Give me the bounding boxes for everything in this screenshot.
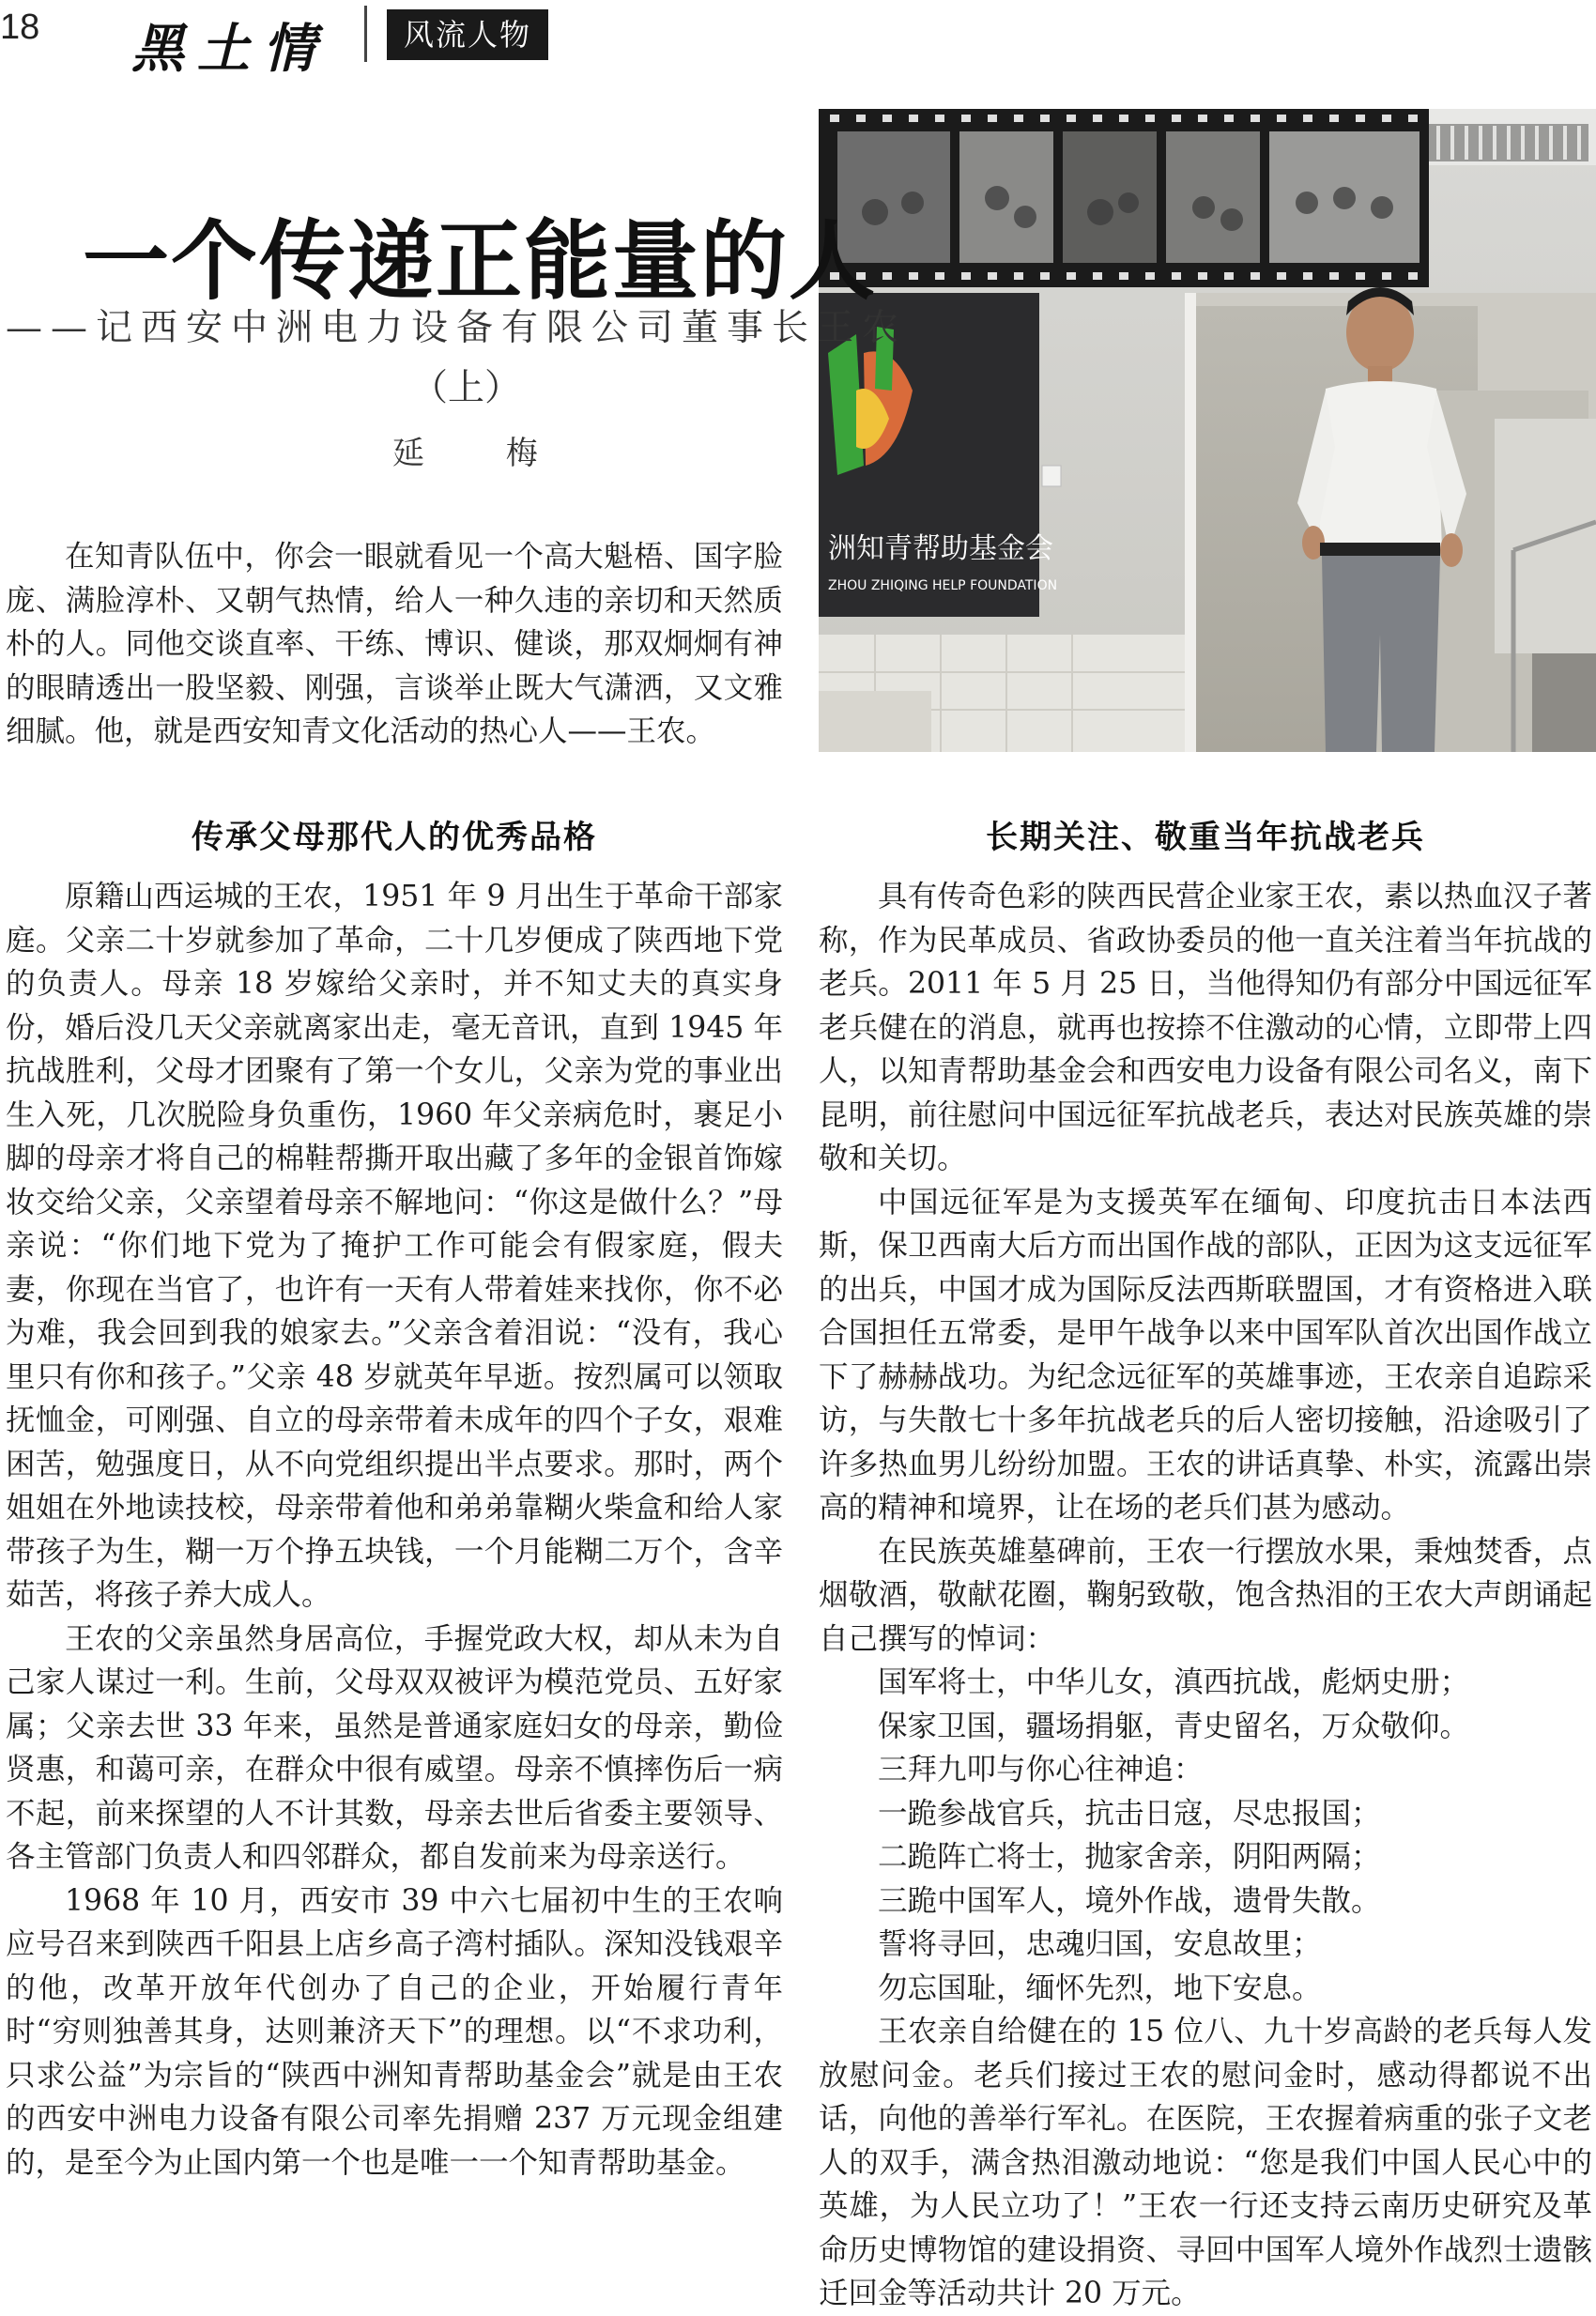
poem-line-4: 一跪参战官兵，抗击日寇，尽忠报国； bbox=[878, 1796, 1381, 1831]
left-column bbox=[6, 875, 783, 2185]
article-part: （上） bbox=[411, 367, 522, 409]
page-number: 18 bbox=[0, 8, 40, 47]
sign-text: 洲知青帮助基金会 bbox=[828, 532, 1053, 565]
right-paragraph-3: 在民族英雄墓碑前，王农一行摆放水果，秉烛焚香，点烟敬酒，敬献花圈，鞠躬致敬，饱含热泪的王农大声朗诵起自己撰写的悼词： bbox=[819, 1534, 1592, 1656]
right-closing-paragraph: 王农亲自给健在的 15 位八、九十岁高龄的老兵每人发放慰问金。老兵们接过王农的慰问金时，感动得都说不出话，向他的善举行军礼。在医院，王农握着病重的张子文老人的双手，满含热泪激动地说：“您是我们中国人民心中的英雄，为人民立功了！”王农一行还支持云南历史研究及革命历史博物馆的建设捐资、寻回中国军人境外作战烈士遗骸迁回金等活动共计 20 万元。 bbox=[819, 2015, 1592, 2310]
poem-line-8: 勿忘国耻，缅怀先烈，地下安息。 bbox=[878, 1971, 1322, 2005]
intro-paragraph: 在知青队伍中，你会一眼就看见一个高大魁梧、国字脸庞、满脸淳朴、又朝气热情，给人一种久违的亲切和天然质朴的人。同他交谈直率、干练、博识、健谈，那双炯炯有神的眼睛透出一股坚毅、刚强，言谈举止既大气潇洒，又文雅细腻。他，就是西安知青文化活动的热心人——王农。 bbox=[6, 540, 783, 748]
magazine-title: 黑土情 bbox=[131, 18, 329, 80]
article-photo bbox=[819, 109, 1596, 752]
left-paragraph-3: 1968 年 10 月，西安市 39 中六七届初中生的王农响应号召来到陕西千阳县上店乡高子湾村插队。深知没钱艰辛的他，改革开放年代创办了自己的企业，开始履行青年时“穷则独善其身，达则兼济天下”的理想。以“不求功利，只求公益”为宗旨的“陕西中洲知青帮助基金会”就是由王农的西安中洲电力设备有限公司率先捐赠 237 万元现金组建的，是至今为止国内第一个也是唯一一个知青帮助基金。 bbox=[6, 1883, 783, 2180]
sign-subtext: ZHOU ZHIQING HELP FOUNDATION bbox=[828, 578, 1058, 593]
article-intro bbox=[6, 535, 783, 754]
poem-line-5: 二跪阵亡将士，抛家舍亲，阴阳两隔； bbox=[878, 1840, 1381, 1874]
header-divider bbox=[364, 6, 367, 62]
poem-line-6: 三跪中国军人，境外作战，遗骨失散。 bbox=[878, 1883, 1381, 1918]
article-subtitle: ——记西安中洲电力设备有限公司董事长王农 bbox=[6, 307, 908, 349]
left-paragraph-2: 王农的父亲虽然身居高位，手握党政大权，却从未为自己家人谋过一利。生前，父母双双被评为模范党员、五好家属；父亲去世 33 年来，虽然是普通家庭妇女的母亲，勤俭贤惠，和蔼可亲，在群众中很有威望。母亲不慎摔伤后一病不起，前来探望的人不计其数，母亲去世后省委主要领导、各主管部门负责人和四邻群众，都自发前来为母亲送行。 bbox=[6, 1621, 783, 1874]
poem-line-2: 保家卫国，疆场捐躯，青史留名，万众敬仰。 bbox=[878, 1709, 1470, 1743]
right-paragraph-1: 具有传奇色彩的陕西民营企业家王农，素以热血汉子著称，作为民革成员、省政协委员的他一直关注着当年抗战的老兵。2011 年 5 月 25 日，当他得知仍有部分中国远征军老兵健在的消息，就再也按捺不住激动的心情，立即带上四人，以知青帮助基金会和西安电力设备有限公司名义，南下昆明，前往慰问中国远征军抗战老兵，表达对民族英雄的崇敬和关切。 bbox=[819, 880, 1592, 1175]
poem-line-7: 誓将寻回，忠魂归国，安息故里； bbox=[878, 1927, 1322, 1961]
section-tag: 风流人物 bbox=[387, 9, 548, 60]
right-section-heading: 长期关注、敬重当年抗战老兵 bbox=[986, 819, 1425, 856]
right-column bbox=[819, 875, 1592, 2316]
poem-line-1: 国军将士，中华儿女，滇西抗战，彪炳史册； bbox=[878, 1665, 1470, 1699]
article-author: 延 梅 bbox=[392, 435, 574, 472]
poem-line-3: 三拜九叩与你心往神追： bbox=[878, 1753, 1204, 1787]
left-paragraph-1: 原籍山西运城的王农，1951 年 9 月出生于革命干部家庭。父亲二十岁就参加了革命，二十几岁便成了陕西地下党的负责人。母亲 18 岁嫁给父亲时，并不知丈夫的真实身份，婚后没几天父亲就离家出走，毫无音讯，直到 1945 年抗战胜利，父母才团聚有了第一个女儿，父亲为党的事业出生入死，几次脱险身负重伤，1960 年父亲病危时，裹足小脚的母亲才将自己的棉鞋帮撕开取出藏了多年的金银首饰嫁妆交给父亲，父亲望着母亲不解地问：“你这是做什么？”母亲说：“你们地下党为了掩护工作可能会有假家庭，假夫妻，你现在当官了，也许有一天有人带着娃来找你，你不必为难，我会回到我的娘家去。”父亲含着泪说：“没有，我心里只有你和孩子。”父亲 48 岁就英年早逝。按烈属可以领取抚恤金，可刚强、自立的母亲带着未成年的四个子女，艰难困苦，勉强度日，从不向党组织提出半点要求。那时，两个姐姐在外地读技校，母亲带着他和弟弟靠糊火柴盒和给人家带孩子为生，糊一万个挣五块钱，一个月能糊二万个，含辛茹苦，将孩子养大成人。 bbox=[6, 880, 783, 1612]
left-section-heading: 传承父母那代人的优秀品格 bbox=[192, 819, 597, 856]
article-title: 一个传递正能量的人 bbox=[83, 210, 878, 312]
right-paragraph-2: 中国远征军是为支援英军在缅甸、印度抗击日本法西斯，保卫西南大后方而出国作战的部队，正因为这支远征军的出兵，中国才成为国际反法西斯联盟国，才有资格进入联合国担任五常委，是甲午战争以来中国军队首次出国作战立下了赫赫战功。为纪念远征军的英雄事迹，王农亲自追踪采访，与失散七十多年抗战老兵的后人密切接触，沿途吸引了许多热血男儿纷纷加盟。王农的讲话真挚、朴实，流露出崇高的精神和境界，让在场的老兵们甚为感动。 bbox=[819, 1185, 1592, 1525]
